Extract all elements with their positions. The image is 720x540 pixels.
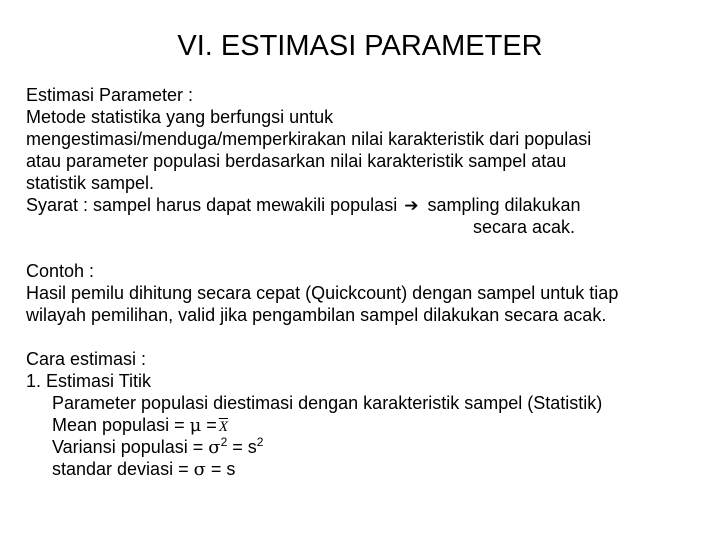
- variance-label: Variansi populasi =: [52, 437, 209, 457]
- variance-formula: [26, 436, 706, 458]
- methods-heading: Cara estimasi :: [26, 349, 147, 369]
- syarat-text: Syarat : sampel harus dapat mewakili populasi: [26, 195, 398, 215]
- sd-equals: = s: [205, 459, 236, 479]
- sd-label: standar deviasi =: [52, 459, 194, 479]
- spacer: [26, 326, 706, 348]
- sigma-exponent: 2: [220, 435, 228, 449]
- example-line-2: wilayah pemilihan, valid jika pengambilan sampel dilakukan secara acak.: [26, 305, 607, 325]
- definition-line-3: atau parameter populasi berdasarkan nilai karakteristik sampel atau: [26, 151, 567, 171]
- definition-line-1: Metode statistika yang berfungsi untuk: [26, 107, 334, 127]
- methods-item-1: 1. Estimasi Titik: [26, 371, 152, 391]
- page-title: VI. ESTIMASI PARAMETER: [177, 30, 543, 62]
- definition-line-2: mengestimasi/menduga/memperkirakan nilai karakteristik dari populasi: [26, 129, 592, 149]
- definition-line-4: statistik sampel.: [26, 173, 155, 193]
- methods-description: Parameter populasi diestimasi dengan karakteristik sampel (Statistik): [52, 393, 603, 413]
- mean-label: Mean populasi =: [52, 415, 190, 435]
- sigma-symbol: σ: [193, 459, 206, 480]
- slide-content: [26, 84, 706, 480]
- sigma-symbol: σ: [208, 437, 221, 458]
- mu-symbol: μ: [189, 415, 202, 436]
- syarat-line: [26, 194, 706, 216]
- definition-heading: Estimasi Parameter :: [26, 85, 194, 105]
- x-bar-symbol: $\overline{X}$: [218, 419, 228, 435]
- mean-equals: =: [201, 415, 217, 435]
- arrow-right-icon: ➔: [404, 196, 419, 215]
- s-exponent: 2: [256, 435, 264, 449]
- syarat-result: sampling dilakukan: [427, 195, 581, 215]
- mean-formula: [26, 414, 706, 436]
- example-line-1: Hasil pemilu dihitung secara cepat (Quickcount) dengan sampel untuk tiap: [26, 283, 619, 303]
- sd-formula: [26, 458, 706, 480]
- variance-equals: = s: [227, 437, 257, 457]
- syarat-continuation: secara acak.: [473, 217, 576, 237]
- spacer: [26, 238, 706, 260]
- example-heading: Contoh :: [26, 261, 95, 281]
